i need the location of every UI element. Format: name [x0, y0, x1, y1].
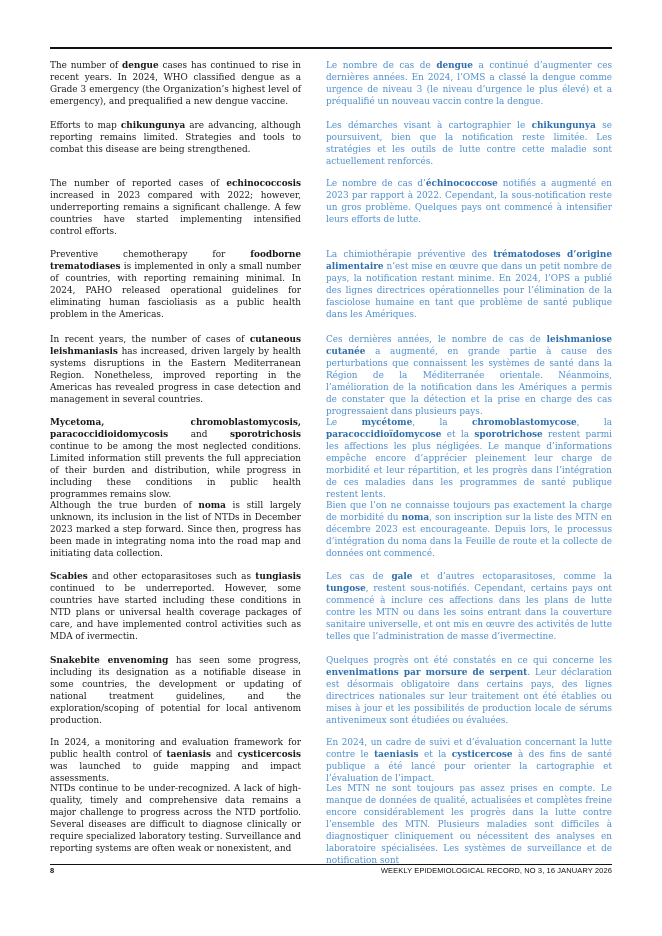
para-en-dengue: [50, 60, 301, 108]
bold-term: échinococcose: [425, 179, 498, 189]
bold-term: trématodoses d’origine alimentaire: [326, 250, 612, 273]
text-run: Les démarches visant à cartographier le: [326, 121, 532, 131]
bold-term: foodborne trematodiases: [50, 250, 301, 273]
top-rule: [50, 47, 612, 49]
text-run: The number of reported cases of: [50, 179, 227, 189]
text-run: Preventive chemotherapy for: [50, 250, 251, 260]
text-run: In 2024, a monitoring and evaluation framework for public health control of: [50, 738, 301, 761]
bold-term: gale: [391, 572, 413, 582]
bold-term: sporotrichose: [474, 430, 543, 441]
bold-term: noma: [198, 501, 226, 511]
page-number: 8: [50, 866, 55, 875]
bold-term: paracoccidioïdomycose: [326, 430, 442, 441]
para-fr-dengue: [326, 60, 612, 108]
bold-term: Mycetoma, chromoblastomycosis, paracoccidioidomycosis: [50, 418, 301, 441]
para-en-snakebite: [50, 655, 301, 727]
text-run: increased in 2023 compared with 2022; however, underreporting remains a significant challenge. A few countries have started implementing intensified control efforts.: [50, 191, 301, 238]
para-fr-echinococcose: [326, 178, 612, 226]
text-run: . Leur déclaration est désormais obligatoire dans certains pays, des lignes directrices nationales sur leur traitement ont été établies ou mises à jour et les possibilités de production locale de sérums antivenimeux sont étudiées ou évaluées.: [326, 668, 612, 727]
para-en-leishmaniasis: [50, 334, 301, 406]
para-fr-mycetome: [326, 417, 612, 501]
para-en-scabies: [50, 571, 301, 643]
text-run: are advancing, although reporting remains limited. Strategies and tools to combat this disease are being strengthened.: [50, 121, 301, 156]
text-run: The number of: [50, 61, 123, 71]
para-fr-noma: [326, 500, 612, 560]
bold-term: cysticercose: [451, 750, 513, 761]
bold-term: tungose: [326, 584, 366, 595]
text-run: was launched to guide mapping and impact assessments.: [50, 762, 301, 785]
text-run: restent parmi les affections les plus négligées. Le manque d’informations empêche encore d’apprécier pleinement leur charge de morbidité et leur répartition, et les progrès dans l’intégration de ces maladies dans les programmes de santé publique restent lents.: [326, 430, 612, 501]
text-run: Although the true burden of: [50, 501, 199, 511]
text-run: and: [210, 750, 238, 761]
para-fr-chikungunya: [326, 120, 612, 168]
text-run: cases has continued to rise in recent years. In 2024, WHO classified dengue as a Grade 3 emergency (the Organization’s highest level of emergency), and prequalified a new dengue vaccine.: [50, 61, 301, 108]
bold-term: chikungunya: [531, 121, 596, 131]
para-fr-gale: [326, 571, 612, 643]
text-run: continued to be underreported. However, some countries have started including these conditions in NTD plans or universal health coverage packages of care, and have implemented control activities such as MDA of ivermectin.: [50, 584, 301, 643]
text-run: La chimiothérapie préventive des: [326, 250, 494, 260]
text-run: has seen some progress, including its designation as a notifiable disease in some countries, the development or updating of national treatment guidelines, and the exploration/scoping of potential for local antivenom production.: [50, 656, 301, 727]
text-run: continue to be among the most neglected conditions. Limited information still prevents the full appreciation of their burden and distribution, while progress in including these conditions in public health programmes remains slow.: [50, 442, 301, 501]
text-run: , son inscription sur la liste des MTN en décembre 2023 est encourageante. Depuis lors, le processus d’intégration du noma dans la Feuille de route et la collecte de données ont commencé.: [326, 513, 613, 560]
text-run: n’est mise en œuvre que dans un petit nombre de pays, la notification restant minime. En 2024, l’OPS a publié des lignes directrices opérationnelles pour l’élimination de la fasciolose humaine en tant que problème de santé publique dans les Amériques.: [326, 262, 612, 321]
bold-term: noma: [401, 513, 430, 524]
bold-term: chikungunya: [120, 121, 186, 131]
text-run: , la: [576, 418, 612, 428]
text-run: and other ectoparasitoses such as: [87, 572, 256, 582]
para-fr-taeniasis: [326, 737, 612, 785]
text-run: In recent years, the number of cases of: [50, 335, 250, 345]
para-fr-mtn: [326, 783, 612, 867]
page-footer: [50, 866, 612, 878]
text-run: , restent sous-notifiés. Cependant, certains pays ont commencé à inclure ces affections dans les plans de lutte contre les MTN ou dans les soins entrant dans la couverture sanitaire universelle, et ont mis en œuvre des activités de lutte telles que l’administration de masse d’ivermectine.: [326, 584, 612, 643]
text-run: se poursuivent, bien que la notification reste limitée. Les stratégies et les outils de lutte contre cette maladie sont actuellement renforcés.: [326, 121, 612, 168]
text-run: is still largely unknown, its inclusion in the list of NTDs in December 2023 marked a step forward. Since then, progress has been made in integrating noma into the road map and initiating data collection.: [50, 501, 301, 560]
bold-term: Scabies: [50, 572, 88, 582]
text-run: Quelques progrès ont été constatés en ce qui concerne les: [326, 656, 612, 666]
para-en-chikungunya: [50, 120, 301, 156]
para-en-ntds: [50, 783, 301, 855]
text-run: et d’autres ectoparasitoses, comme la: [412, 572, 612, 582]
bold-term: cutaneous leishmaniasis: [50, 335, 301, 358]
text-run: a continué d’augmenter ces dernières années. En 2024, l’OMS a classé la dengue comme urgence de niveau 3 (le niveau d’urgence le plus élevé) et a préqualifié un nouveau vaccin contre la dengue.: [326, 61, 613, 108]
text-run: et la: [418, 750, 452, 761]
para-en-mycetoma: [50, 417, 301, 501]
bold-term: dengue: [436, 61, 473, 71]
text-run: Les MTN ne sont toujours pas assez prises en compte. Le manque de données de qualité, actualisées et complètes freine encore considérablement les progrès dans la lutte contre l’ensemble des MTN. Plusieurs maladies sont difficiles à diagnostiquer cliniquement ou nécessitent des analyses en laboratoire spécialisées. Les systèmes de surveillance et de notification sont: [326, 784, 612, 867]
para-en-taeniasis: [50, 737, 301, 785]
text-run: Les cas de: [326, 572, 392, 582]
bold-term: envenimations par morsure de serpent: [326, 668, 528, 679]
text-run: Bien que l’on ne connaisse toujours pas exactement la charge de morbidité du: [326, 501, 612, 524]
text-run: , la: [412, 418, 472, 428]
text-run: notifiés a augmenté en 2023 par rapport à 2022. Cependant, la sous-notification reste un gros problème. Quelques pays ont commencé à intensifier leurs efforts de lutte.: [326, 179, 612, 226]
para-en-noma: [50, 500, 301, 560]
text-run: et la: [441, 430, 475, 441]
footer-rule: [50, 864, 612, 865]
text-run: and: [168, 430, 230, 441]
para-en-trematodiases: [50, 249, 301, 321]
para-fr-leishmaniose: [326, 334, 612, 418]
bold-term: tungiasis: [255, 572, 301, 582]
text-run: Ces dernières années, le nombre de cas de: [326, 335, 547, 345]
text-run: Le: [326, 418, 362, 428]
publication-title: WEEKLY EPIDEMIOLOGICAL RECORD, NO 3, 16 JANUARY 2026: [380, 866, 612, 875]
text-run: is implemented in only a small number of countries, with reporting remaining minimal. In 2024, PAHO released operational guidelines for eliminating human fascioliasis as a public health problem in the Americas.: [50, 262, 301, 321]
text-run: Le nombre de cas d’: [326, 179, 426, 189]
para-fr-envenimations: [326, 655, 612, 727]
bold-term: taeniasis: [374, 750, 419, 761]
text-run: Le nombre de cas de: [326, 61, 437, 71]
text-run: Efforts to map: [50, 121, 121, 131]
text-run: NTDs continue to be under-recognized. A lack of high-quality, timely and comprehensive data remains a major challenge to progress across the NTD portfolio. Several diseases are difficult to diagnose clinically or require specialized laboratory testing. Surveillance and reporting systems are often weak or nonexistent, and: [50, 784, 301, 855]
document-page: [50, 0, 612, 936]
text-run: En 2024, un cadre de suivi et d’évaluation concernant la lutte contre le: [326, 738, 612, 761]
bold-term: taeniasis: [166, 750, 211, 761]
bold-term: sporotrichosis: [229, 430, 301, 441]
text-run: has increased, driven largely by health systems disruptions in the Eastern Mediterranean Region. Nonetheless, improved reporting in the Americas has revealed progress in case detection and management in several countries.: [50, 347, 301, 406]
bold-term: Snakebite envenoming: [50, 656, 169, 666]
text-run: a augmenté, en grande partie à cause des perturbations que connaissent les systèmes de santé dans la Région de la Méditerranée orientale. Néanmoins, l’amélioration de la notification dans les Amériques a permis de constater que la détection et la prise en charge des cas progressaient dans plusieurs pays.: [326, 347, 612, 418]
bold-term: cysticercosis: [237, 750, 301, 761]
bold-term: chromoblastomycose: [472, 418, 577, 428]
text-run: à des fins de santé publique a été lancé pour orienter la cartographie et l’évaluation de l’impact.: [326, 750, 612, 785]
para-fr-trematodoses: [326, 249, 612, 321]
bold-term: mycétome: [361, 418, 413, 428]
bold-term: dengue: [122, 61, 159, 71]
para-en-echinococcosis: [50, 178, 301, 238]
bold-term: echinococcosis: [226, 179, 301, 189]
bold-term: leishmaniose cutanée: [326, 335, 612, 358]
